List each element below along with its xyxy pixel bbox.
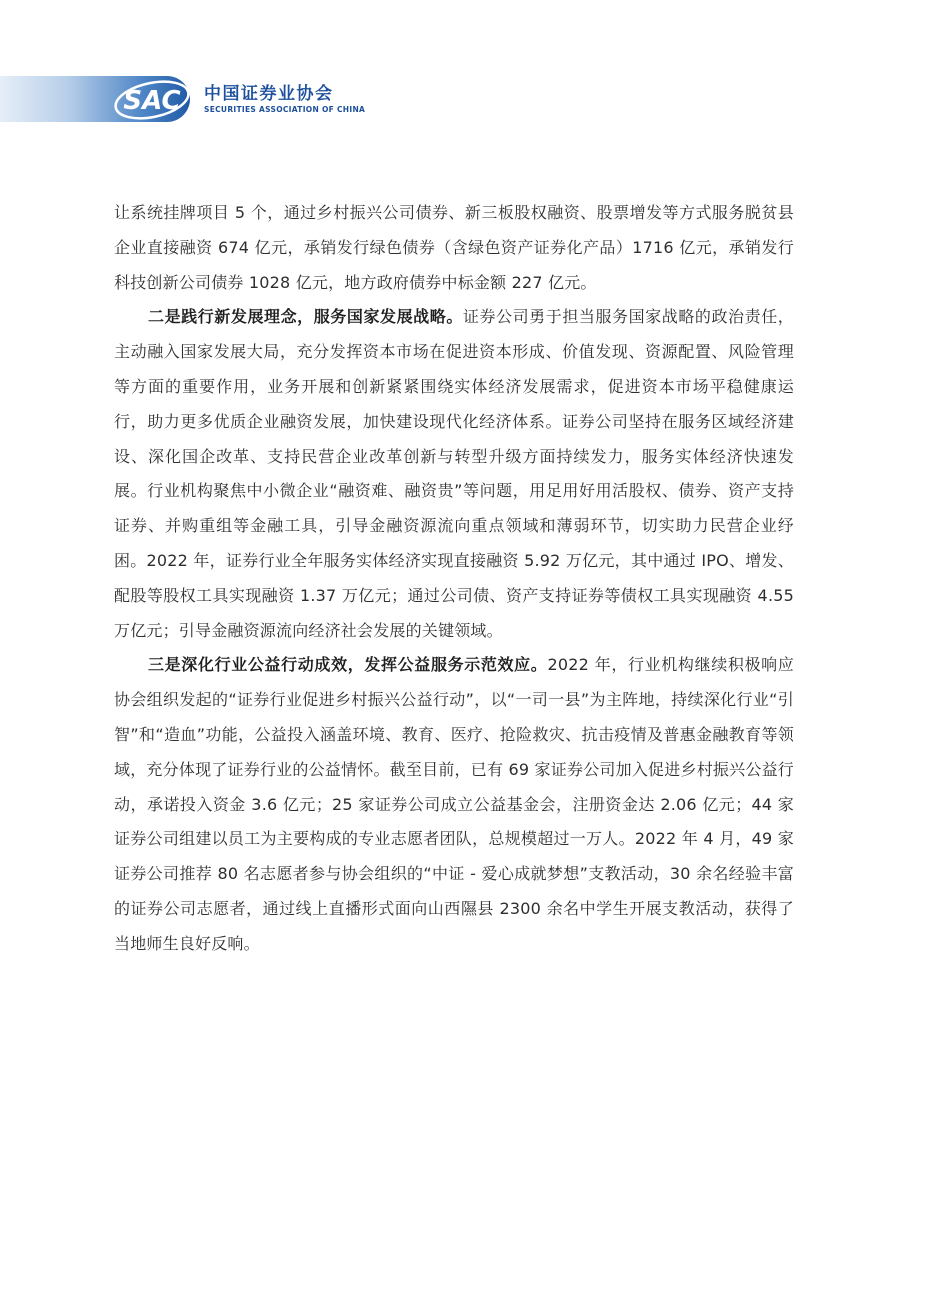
paragraph-1 xyxy=(114,196,794,300)
logo-mark-text: SAC xyxy=(123,86,181,116)
paragraph-3-lead: 三是深化行业公益行动成效，发挥公益服务示范效应。 xyxy=(148,655,548,675)
paragraph-1-text: 让系统挂牌项目 5 个，通过乡村振兴公司债券、新三板股权融资、股票增发等方式服务脱贫县企业直接融资 674 亿元，承销发行绿色债券（含绿色资产证券化产品）1716 亿元，承销发行科技创新公司债券 1028 亿元，地方政府债券中标金额 227 亿元。 xyxy=(114,203,794,292)
paragraph-2 xyxy=(114,300,794,648)
page-header xyxy=(0,72,400,124)
paragraph-3-text: 2022 年，行业机构继续积极响应协会组织发起的“证券行业促进乡村振兴公益行动”，以“一司一县”为主阵地，持续深化行业“引智”和“造血”功能，公益投入涵盖环境、教育、医疗、抢险救灾、抗击疫情及普惠金融教育等领域，充分体现了证券行业的公益情怀。截至目前，已有 69 家证券公司加入促进乡村振兴公益行动，承诺投入资金 3.6 亿元；25 家证券公司成立公益基金会，注册资金达 2.06 亿元；44 家证券公司组建以员工为主要构成的专业志愿者团队，总规模超过一万人。2022 年 4 月，49 家证券公司推荐 80 名志愿者参与协会组织的“中证 - 爱心成就梦想”支教活动，30 余名经验丰富的证券公司志愿者，通过线上直播形式面向山西隰县 2300 余名中学生开展支教活动，获得了当地师生良好反响。 xyxy=(114,655,794,953)
sac-logo xyxy=(112,78,192,122)
body-text xyxy=(114,196,794,962)
paragraph-2-lead: 二是践行新发展理念，服务国家发展战略。 xyxy=(148,307,463,327)
org-name xyxy=(204,84,365,115)
sac-logo-icon xyxy=(112,78,192,122)
org-name-en: SECURITIES ASSOCIATION OF CHINA xyxy=(204,105,366,114)
paragraph-2-text: 证券公司勇于担当服务国家战略的政治责任，主动融入国家发展大局，充分发挥资本市场在促进资本形成、价值发现、资源配置、风险管理等方面的重要作用，业务开展和创新紧紧围绕实体经济发展需求，促进资本市场平稳健康运行，助力更多优质企业融资发展，加快建设现代化经济体系。证券公司坚持在服务区域经济建设、深化国企改革、支持民营企业改革创新与转型升级方面持续发力，服务实体经济快速发展。行业机构聚焦中小微企业“融资难、融资贵”等问题，用足用好用活股权、债券、资产支持证券、并购重组等金融工具，引导金融资源流向重点领域和薄弱环节，切实助力民营企业纾困。2022 年，证券行业全年服务实体经济实现直接融资 5.92 万亿元，其中通过 IPO、增发、配股等股权工具实现融资 1.37 万亿元；通过公司债、资产支持证券等债权工具实现融资 4.55 万亿元；引导金融资源流向经济社会发展的关键领域。 xyxy=(114,307,794,640)
paragraph-3 xyxy=(114,648,794,961)
org-name-cn: 中国证券业协会 xyxy=(204,84,334,104)
